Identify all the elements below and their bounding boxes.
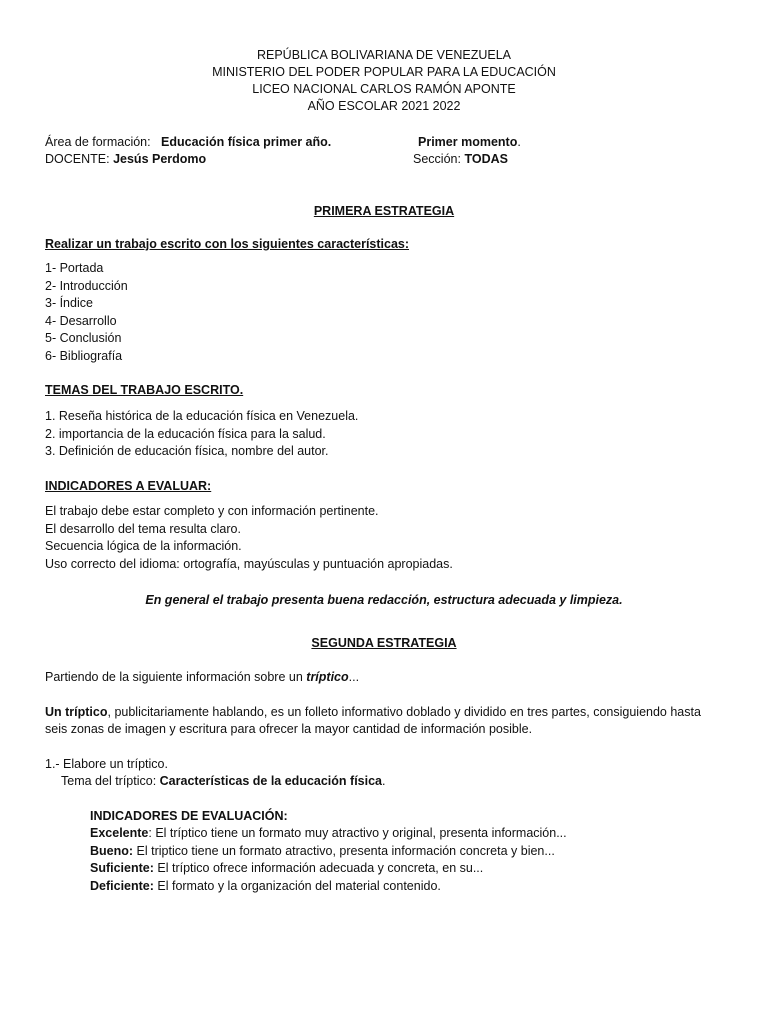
- triptico-definition-line2: seis zonas de imagen y escritura para ofrecer la mayor cantidad de información posible.: [45, 722, 533, 736]
- indicadores-list: [45, 503, 453, 573]
- eval-text: El formato y la organización del material contenido.: [153, 878, 441, 893]
- eval-label: Bueno:: [90, 843, 134, 858]
- list-item: 5- Conclusión: [45, 331, 122, 345]
- tema-value: Características de la educación física: [159, 774, 382, 788]
- definition-bold: Un tríptico: [45, 705, 108, 719]
- seccion-label: Sección:: [413, 152, 461, 166]
- evaluacion-title: INDICADORES DE EVALUACIÓN:: [90, 809, 288, 823]
- list-item: Uso correcto del idioma: ortografía, mayúsculas y puntuación apropiadas.: [45, 556, 453, 571]
- area-label: Área de formación:: [45, 135, 151, 149]
- list-item: Secuencia lógica de la información.: [45, 539, 242, 553]
- list-item: [90, 843, 567, 861]
- estrategia2-title: SEGUNDA ESTRATEGIA: [311, 636, 457, 650]
- tema-label: Tema del tríptico:: [61, 774, 160, 788]
- seccion-line: [413, 151, 508, 169]
- triptico-intro: [45, 669, 359, 687]
- evaluacion-list: [90, 825, 567, 895]
- momento-dot: .: [517, 135, 521, 149]
- eval-label: Deficiente:: [90, 878, 154, 893]
- list-item: 3- Índice: [45, 296, 93, 310]
- seccion-value: TODAS: [464, 152, 508, 166]
- docente-label: DOCENTE:: [45, 152, 110, 166]
- eval-label: Excelente: [90, 826, 149, 840]
- momento-value: Primer momento: [418, 135, 518, 149]
- indicadores-title: INDICADORES A EVALUAR:: [45, 479, 212, 493]
- header-republic: REPÚBLICA BOLIVARIANA DE VENEZUELA: [256, 48, 512, 62]
- momento-line: [418, 134, 521, 152]
- list-item: 4- Desarrollo: [45, 313, 117, 328]
- list-item: 6- Bibliografía: [45, 348, 123, 363]
- list-item: 3. Definición de educación física, nombre del autor.: [45, 444, 329, 458]
- intro-italic: tríptico: [306, 670, 349, 684]
- temas-list: [45, 408, 358, 461]
- list-item: El trabajo debe estar completo y con información pertinente.: [45, 504, 379, 518]
- docente-line: [45, 151, 206, 169]
- list-item: 2- Introducción: [45, 278, 128, 293]
- intro-end: ...: [348, 670, 360, 684]
- estrategia1-title: PRIMERA ESTRATEGIA: [313, 204, 455, 218]
- estrategia1-instruction: Realizar un trabajo escrito con los siguientes características:: [45, 237, 410, 251]
- list-item: [90, 878, 567, 896]
- list-item: [90, 860, 567, 878]
- eval-text: : El tríptico tiene un formato muy atractivo y original, presenta información...: [148, 826, 567, 840]
- header-year: AÑO ESCOLAR 2021 2022: [307, 99, 461, 113]
- area-line: [45, 134, 331, 152]
- general-statement: En general el trabajo presenta buena redacción, estructura adecuada y limpieza.: [145, 593, 623, 607]
- eval-text: El tríptico ofrece información adecuada y concreta, en su...: [153, 861, 484, 875]
- eval-label: Suficiente:: [90, 861, 154, 875]
- task-line: 1.- Elabore un tríptico.: [45, 757, 168, 771]
- header-school: LICEO NACIONAL CARLOS RAMÓN APONTE: [252, 82, 516, 96]
- list-item: [90, 825, 567, 843]
- header-ministry: MINISTERIO DEL PODER POPULAR PARA LA EDUCACIÓN: [212, 65, 556, 79]
- requirements-list: [45, 260, 128, 365]
- tema-end: .: [382, 774, 386, 788]
- list-item: El desarrollo del tema resulta claro.: [45, 521, 241, 536]
- temas-title: TEMAS DEL TRABAJO ESCRITO.: [45, 383, 244, 397]
- definition-text: , publicitariamente hablando, es un folleto informativo doblado y dividido en tres partes, consiguiendo hasta: [107, 705, 701, 719]
- list-item: 2. importancia de la educación física para la salud.: [45, 426, 326, 441]
- area-value: Educación física primer año.: [161, 135, 332, 149]
- docente-value: Jesús Perdomo: [113, 152, 207, 166]
- eval-text: El triptico tiene un formato atractivo, presenta información concreta y bien...: [133, 843, 555, 858]
- triptico-definition-line1: [45, 704, 701, 722]
- intro-text: Partiendo de la siguiente información sobre un: [45, 670, 307, 684]
- tema-line: [61, 773, 385, 791]
- list-item: 1. Reseña histórica de la educación física en Venezuela.: [45, 409, 359, 423]
- list-item: 1- Portada: [45, 261, 104, 275]
